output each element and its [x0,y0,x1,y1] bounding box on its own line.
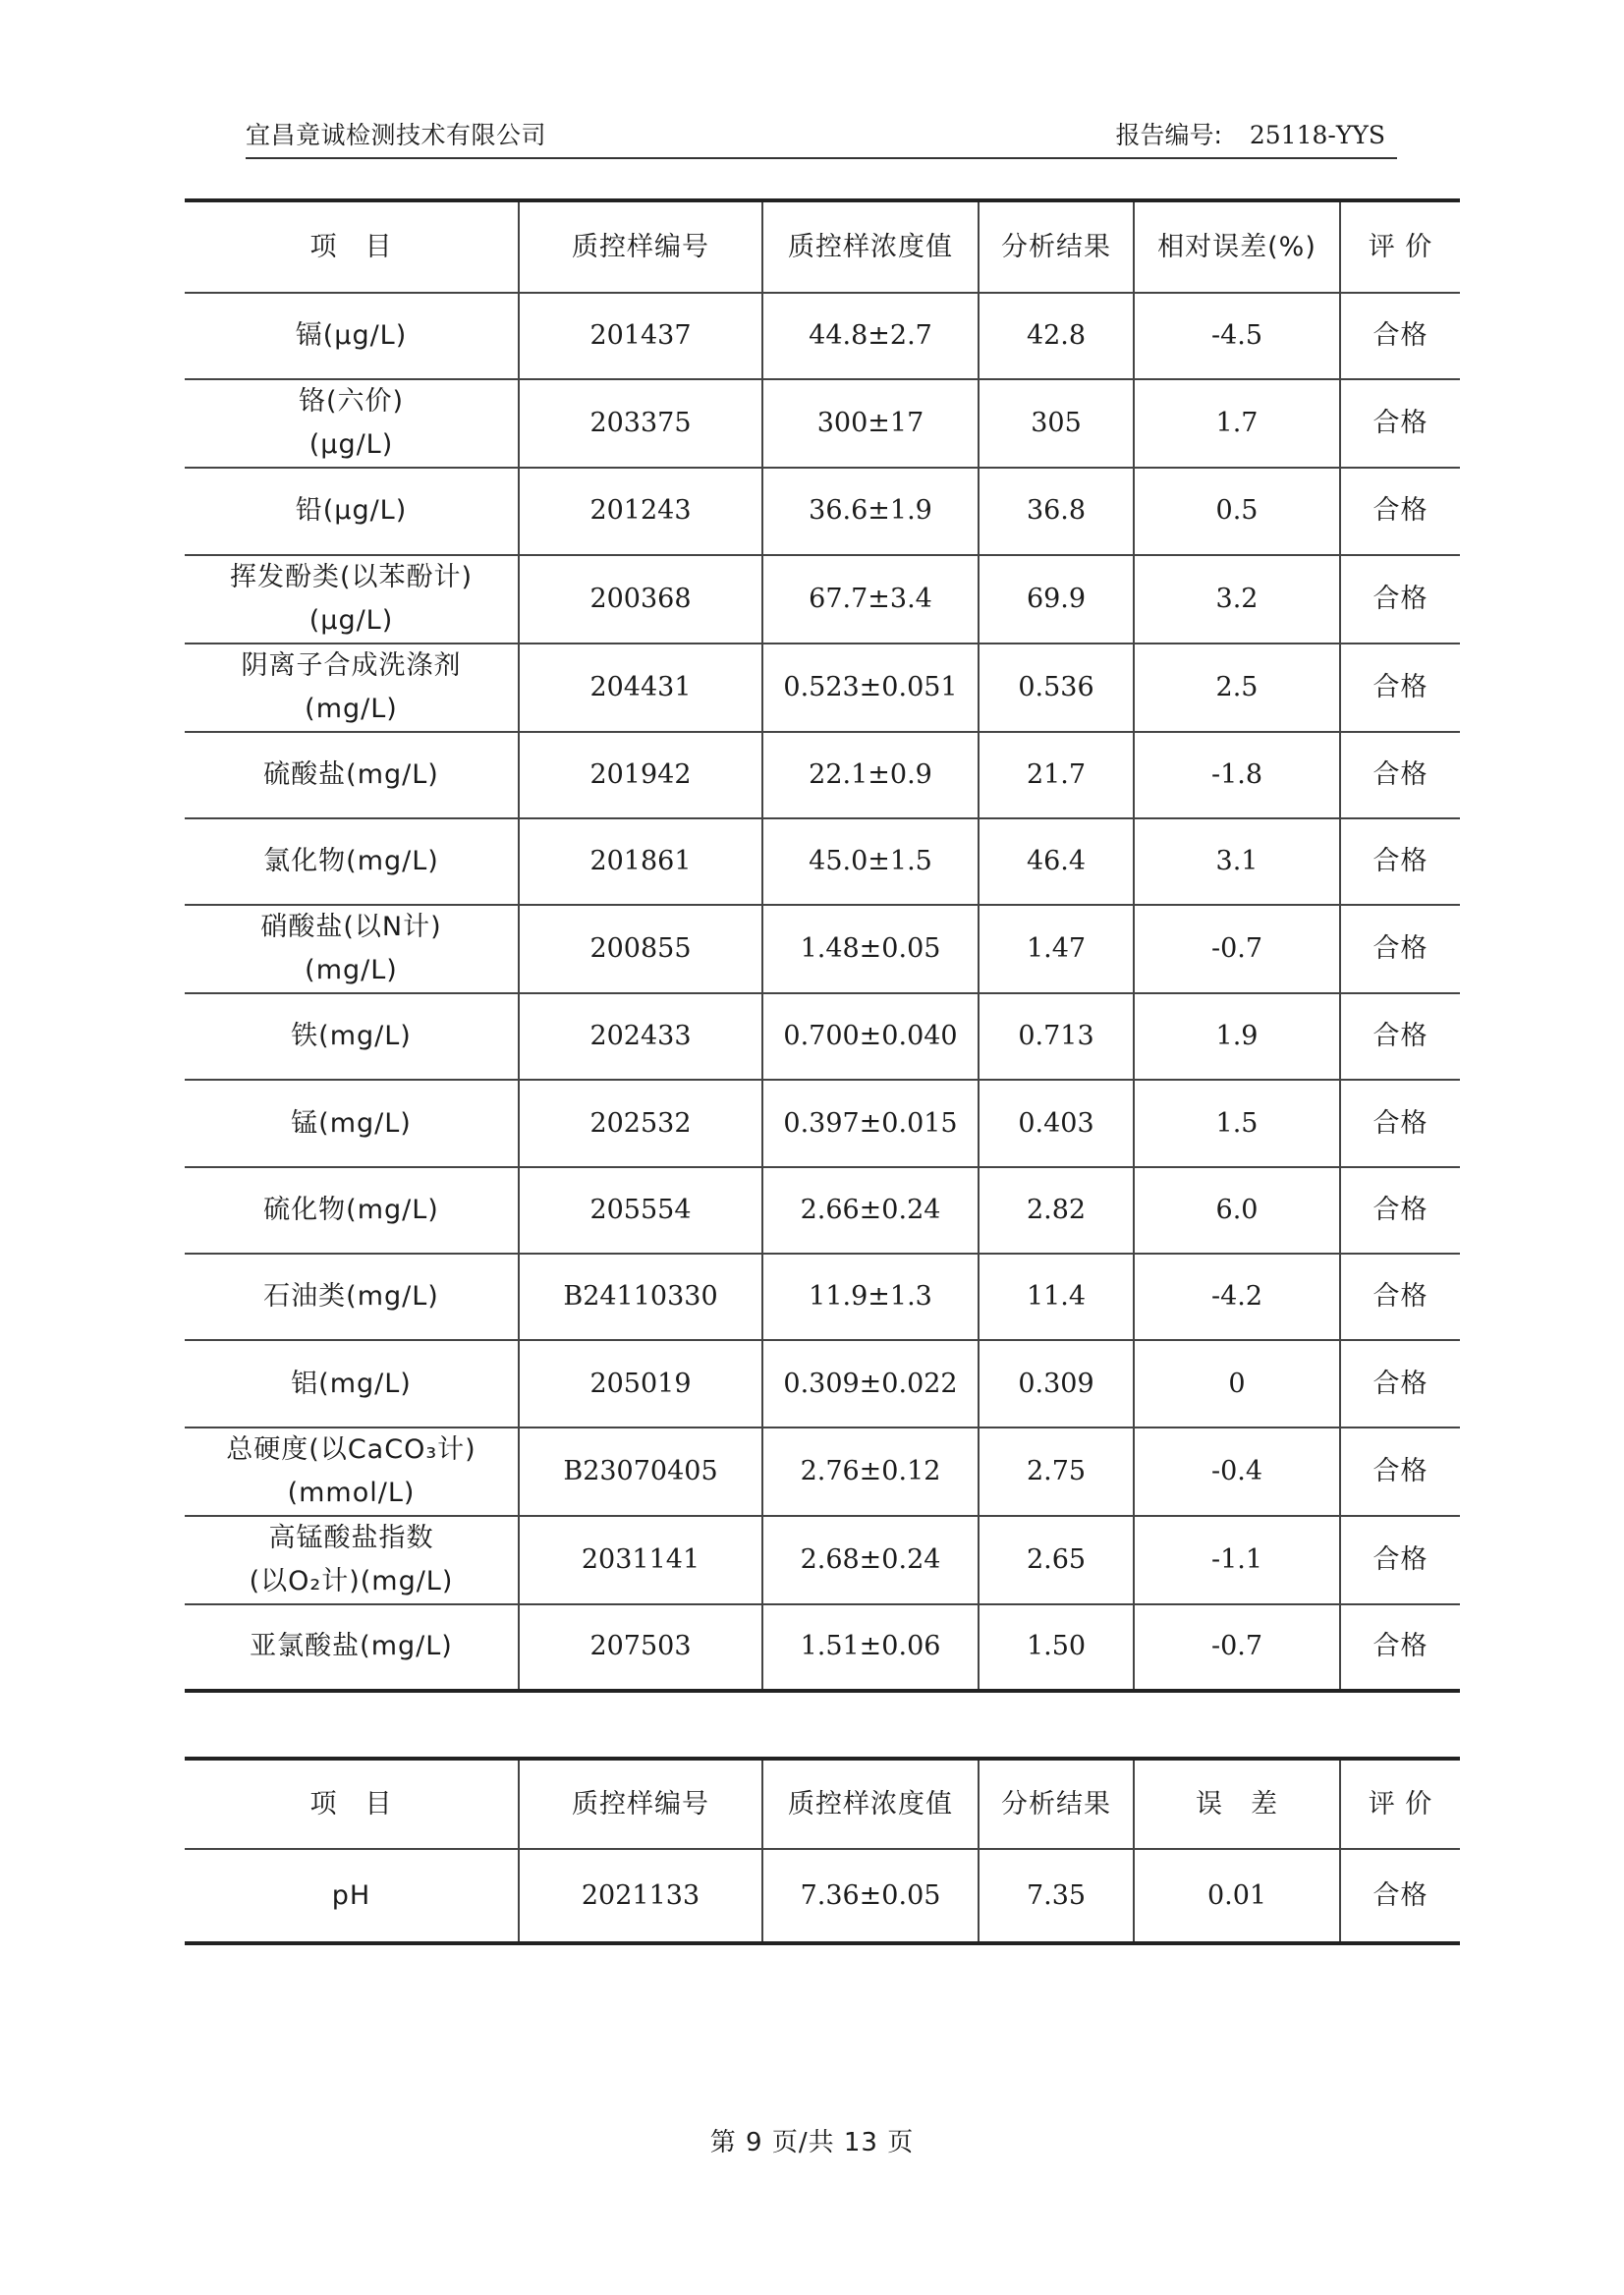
col-header-code: 质控样编号 [519,200,762,293]
page-header [246,116,1397,159]
table-header-row [185,1759,1460,1849]
cell-concentration: 0.523±0.051 [762,644,979,732]
cell-evaluation: 合格 [1340,555,1460,644]
cell-result: 2.75 [979,1427,1134,1516]
col-header-result: 分析结果 [979,200,1134,293]
cell-item [185,1427,519,1516]
cell-evaluation: 合格 [1340,1254,1460,1340]
cell-concentration: 1.48±0.05 [762,905,979,993]
cell-result: 7.35 [979,1849,1134,1943]
col-header-evaluation: 评 价 [1340,1759,1460,1849]
cell-item-line: 亚氯酸盐(mg/L) [250,1631,453,1662]
report-number [1115,116,1385,151]
cell-item [185,818,519,905]
cell-error: 3.2 [1134,555,1340,644]
table-row [185,1254,1460,1340]
cell-error: -1.1 [1134,1516,1340,1604]
cell-item-line: (mmol/L) [287,1477,416,1508]
table-row [185,1080,1460,1166]
cell-evaluation: 合格 [1340,379,1460,468]
cell-item-line: 氯化物(mg/L) [263,846,439,877]
cell-concentration: 2.76±0.12 [762,1427,979,1516]
col-header-concentration: 质控样浓度值 [762,1759,979,1849]
cell-item [185,644,519,732]
cell-item-line: 锰(mg/L) [291,1107,412,1139]
cell-result: 0.403 [979,1080,1134,1166]
cell-result: 21.7 [979,732,1134,818]
col-header-result: 分析结果 [979,1759,1134,1849]
cell-item [185,555,519,644]
cell-error: -4.5 [1134,293,1340,379]
table-row [185,1427,1460,1516]
cell-code: B24110330 [519,1254,762,1340]
cell-concentration: 1.51±0.06 [762,1604,979,1691]
cell-evaluation: 合格 [1372,1879,1428,1911]
cell-code: 207503 [519,1604,762,1691]
cell-item-line: 铁(mg/L) [291,1021,412,1052]
cell-concentration: 44.8±2.7 [762,293,979,379]
cell-result: 46.4 [979,818,1134,905]
table-row [185,555,1460,644]
cell-error: -4.2 [1134,1254,1340,1340]
cell-concentration: 7.36±0.05 [762,1849,979,1943]
table-row [185,1849,1460,1943]
cell-item [185,905,519,993]
cell-evaluation: 合格 [1372,1631,1428,1662]
cell-code: B23070405 [519,1427,762,1516]
cell-evaluation: 合格 [1340,293,1460,379]
cell-evaluation: 合格 [1340,993,1460,1080]
cell-concentration: 45.0±1.5 [762,818,979,905]
cell-evaluation: 合格 [1340,732,1460,818]
cell-code: 205554 [519,1167,762,1254]
table-row [185,379,1460,468]
table-row [185,732,1460,818]
cell-code: 202433 [519,993,762,1080]
cell-item [185,732,519,818]
cell-item-line: 总硬度(以CaCO₃计) [226,1433,476,1465]
cell-code: 2031141 [519,1516,762,1604]
cell-result: 69.9 [979,555,1134,644]
cell-error: -0.7 [1134,1604,1340,1691]
table-row [185,993,1460,1080]
cell-evaluation: 合格 [1340,1516,1460,1604]
cell-result: 1.47 [979,905,1134,993]
cell-code: 2021133 [519,1849,762,1943]
table-body [185,293,1460,1691]
table-row [185,818,1460,905]
cell-concentration: 300±17 [762,379,979,468]
company-name: 宜昌竟诚检测技术有限公司 [246,121,547,149]
cell-item-line: 硫化物(mg/L) [263,1194,439,1225]
cell-error: 1.9 [1134,993,1340,1080]
cell-evaluation: 合格 [1340,905,1460,993]
report-number-value: 25118-YYS [1249,121,1385,149]
cell-error: 0.5 [1134,468,1340,554]
cell-concentration: 11.9±1.3 [762,1254,979,1340]
cell-result: 36.8 [979,468,1134,554]
cell-concentration: 22.1±0.9 [762,732,979,818]
cell-code: 200368 [519,555,762,644]
cell-error: 2.5 [1134,644,1340,732]
cell-item-line: 硝酸盐(以N计) [260,912,442,943]
cell-item-line: 硫酸盐(mg/L) [263,758,439,790]
cell-item-line: 镉(μg/L) [295,320,408,352]
cell-item [185,1080,519,1166]
cell-item-line: pH [331,1879,371,1911]
cell-item [185,1167,519,1254]
report-number-label: 报告编号: [1115,121,1222,149]
cell-item [185,1849,519,1943]
qc-table-absolute-error [185,1757,1460,1945]
col-header-evaluation: 评 价 [1340,200,1460,293]
cell-result: 0.713 [979,993,1134,1080]
cell-evaluation: 合格 [1340,1080,1460,1166]
cell-code: 204431 [519,644,762,732]
cell-item [185,1516,519,1604]
cell-result: 11.4 [979,1254,1134,1340]
cell-code: 202532 [519,1080,762,1166]
cell-code: 201942 [519,732,762,818]
cell-result: 42.8 [979,293,1134,379]
col-header-code: 质控样编号 [519,1759,762,1849]
cell-item [185,468,519,554]
table-row [185,1167,1460,1254]
cell-evaluation: 合格 [1340,468,1460,554]
cell-item-line: 铬(六价) [298,386,405,418]
cell-concentration: 2.68±0.24 [762,1516,979,1604]
cell-code: 201861 [519,818,762,905]
cell-result: 2.65 [979,1516,1134,1604]
cell-item-line: (mg/L) [305,693,398,724]
cell-item-line: 铅(μg/L) [295,495,408,527]
cell-item-line: (以O₂计)(mg/L) [249,1565,454,1596]
cell-error: 1.5 [1134,1080,1340,1166]
cell-item [185,379,519,468]
page-number: 第 9 页/共 13 页 [709,2128,915,2157]
cell-item [185,1254,519,1340]
cell-result: 1.50 [979,1604,1134,1691]
table-row [185,468,1460,554]
table-row [185,1516,1460,1604]
cell-evaluation: 合格 [1340,1427,1460,1516]
cell-result: 0.309 [979,1340,1134,1427]
cell-item-line: 石油类(mg/L) [263,1281,439,1313]
table-row [185,1340,1460,1427]
cell-item-line: (μg/L) [308,604,394,636]
cell-item-line: 挥发酚类(以苯酚计) [229,561,474,592]
table-header-row [185,200,1460,293]
cell-concentration: 67.7±3.4 [762,555,979,644]
cell-error: 3.1 [1134,818,1340,905]
col-header-relative-error: 相对误差(%) [1134,200,1340,293]
cell-code: 200855 [519,905,762,993]
cell-error: -0.4 [1134,1427,1340,1516]
cell-item-line: 高锰酸盐指数 [268,1522,434,1553]
col-header-error: 误 差 [1134,1759,1340,1849]
col-header-concentration: 质控样浓度值 [762,200,979,293]
cell-code: 201243 [519,468,762,554]
table-row [185,905,1460,993]
cell-concentration: 0.309±0.022 [762,1340,979,1427]
cell-evaluation: 合格 [1340,818,1460,905]
table-row [185,1604,1460,1691]
cell-item-line: (μg/L) [308,429,394,461]
cell-evaluation: 合格 [1340,1340,1460,1427]
cell-error: -1.8 [1134,732,1340,818]
cell-result: 305 [979,379,1134,468]
cell-code: 201437 [519,293,762,379]
cell-result: 2.82 [979,1167,1134,1254]
qc-table-relative-error [185,198,1460,1693]
cell-item-line: (mg/L) [305,955,398,986]
table-row [185,293,1460,379]
col-header-item: 项 目 [185,1759,519,1849]
cell-concentration: 2.66±0.24 [762,1167,979,1254]
cell-error: -0.7 [1134,905,1340,993]
cell-item [185,1604,519,1691]
table-body [185,1849,1460,1943]
cell-evaluation: 合格 [1340,644,1460,732]
cell-result: 0.536 [979,644,1134,732]
col-header-item: 项 目 [185,200,519,293]
cell-code: 205019 [519,1340,762,1427]
cell-concentration: 36.6±1.9 [762,468,979,554]
cell-error: 0.01 [1134,1849,1340,1943]
cell-error: 0 [1134,1340,1340,1427]
cell-item-line: 阴离子合成洗涤剂 [241,649,462,681]
cell-concentration: 0.397±0.015 [762,1080,979,1166]
cell-item [185,293,519,379]
cell-concentration: 0.700±0.040 [762,993,979,1080]
cell-error: 1.7 [1134,379,1340,468]
table-row [185,644,1460,732]
cell-item [185,993,519,1080]
cell-item [185,1340,519,1427]
cell-error: 6.0 [1134,1167,1340,1254]
cell-item-line: 铝(mg/L) [291,1368,412,1399]
cell-evaluation: 合格 [1340,1167,1460,1254]
cell-code: 203375 [519,379,762,468]
